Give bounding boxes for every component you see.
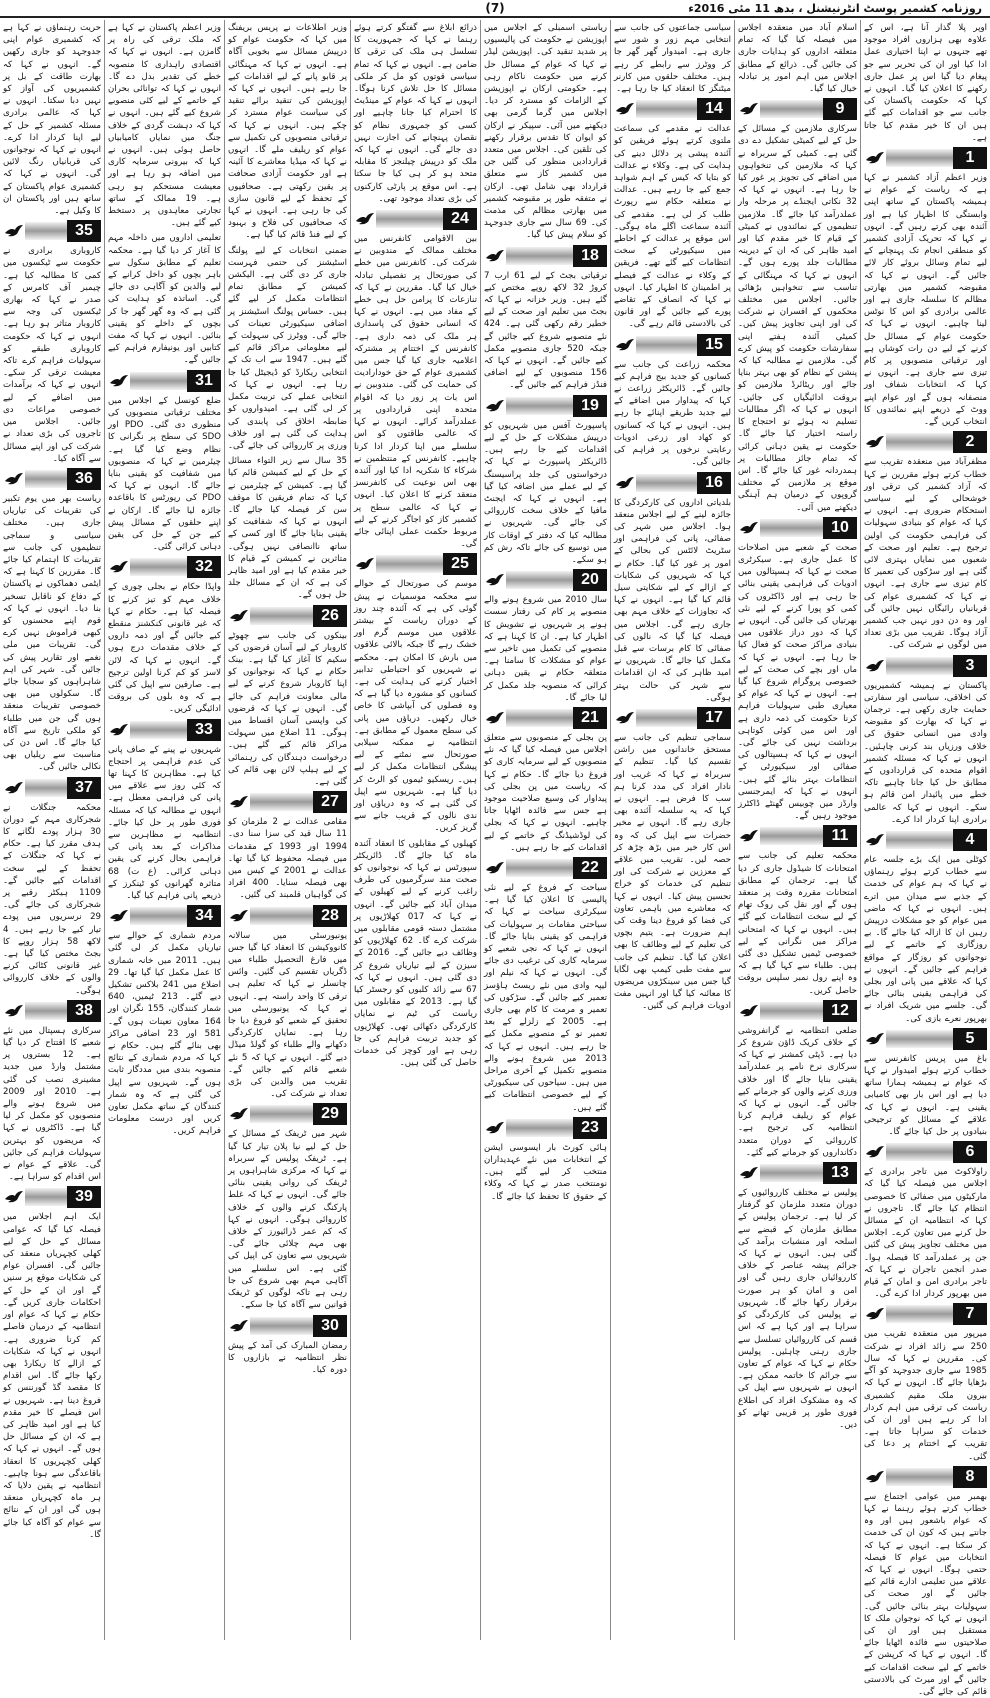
item-text: ایک اہم اجلاس میں فیصلہ کیا گیا کہ عوامی مسائل کے حل کے لیے کھلی کچہریاں منعقد کی جائیں گی۔ افسران عوام کی شکایات موقع پر سنیں گے اور ان کے حل کے احکامات جاری کریں گے۔ حکام نے کہا کہ عوام اور انتظامیہ کے درمیان فاصلے کم کرنا ضروری ہے۔ انہوں نے کہا کہ شکایات کے ازالے کا ریکارڈ بھی رکھا جائے گا۔ اس اقدام کا مقصد گڈ گورننس کو فروغ دینا ہے۔ شہریوں نے اس فیصلے کا خیر مقدم کیا ہے اور امید ظاہر کی ہے کہ ان کے مسائل حل ہوں گے۔ انہوں نے کہا کہ کھلی کچہریوں کا انعقاد باقاعدگی سے ہونا چاہیے۔ انتظامیہ نے یقین دلایا کہ ہر ماہ کچہریاں منعقد ہوں گی اور ان کے نتائج سے عوام کو آگاہ کیا جائے گا۔ xyxy=(3,1212,101,1540)
item-number: 34 xyxy=(187,905,221,927)
item-number: 38 xyxy=(67,1000,101,1022)
news-item xyxy=(614,334,731,469)
item-number: 27 xyxy=(313,791,347,813)
dove-icon xyxy=(108,556,130,578)
gradient-bar xyxy=(886,1468,953,1486)
item-text: سیاسی جماعتوں کی جانب سے انتخابی مہم زور و شور سے جاری ہے۔ امیدوار گھر گھر جا کر ووٹرز سے رابطے کر رہے ہیں۔ مختلف حلقوں میں کارنر میٹنگز کا انعقاد کیا جا رہا ہے۔ xyxy=(614,23,731,95)
item-text: شہریوں نے پینے کے صاف پانی کی عدم فراہمی پر احتجاج کیا ہے۔ مظاہرین کا کہنا تھا کہ کئی روز سے علاقے میں پانی کی فراہمی معطل ہے۔ انہوں نے مطالبہ کیا کہ مسئلہ فوری طور پر حل کیا جائے۔ انتظامیہ نے مظاہرین سے مذاکرات کے بعد پانی کی فراہمی بحال کرنے کی یقین دہانی کرائی۔ (ع ت) 68 متاثرہ گھرانوں کو ٹینکرز کے ذریعے پانی فراہم کیا گیا۔ xyxy=(108,744,221,901)
news-item xyxy=(864,22,987,144)
dove-icon xyxy=(484,245,506,267)
item-heading-bar xyxy=(484,395,607,417)
gradient-bar xyxy=(130,558,187,576)
gradient-bar xyxy=(250,793,313,811)
dove-icon xyxy=(108,905,130,927)
dove-icon xyxy=(484,1117,506,1139)
news-item xyxy=(738,1162,857,1431)
item-text: پاسپورٹ آفس میں شہریوں کو درپیش مشکلات کے حل کے لیے اقدامات کیے جا رہے ہیں۔ ڈائریکٹر پاسپورٹ نے کہا کہ درخواستوں کی جلد پراسیسنگ کے لیے عملے میں اضافہ کیا گیا ہے۔ انہوں نے کہا کہ ایجنٹ مافیا کے خلاف سخت کارروائی کی جائے گی۔ شہریوں نے مطالبہ کیا کہ دفتر کے اوقات کار میں توسیع کی جائے تاکہ رش کم ہو سکے۔ xyxy=(484,420,607,565)
item-text: یونیورسٹی میں سالانہ کانووکیشن کا انعقاد کیا گیا جس میں فارغ التحصیل طلباء میں ڈگریاں تقسیم کی گئیں۔ وائس چانسلر نے کہا کہ تعلیم ہی ترقی کا واحد راستہ ہے۔ انہوں نے کہا کہ یونیورسٹی میں تحقیق کے شعبے کو فروغ دیا جا رہا ہے۔ نمایاں کارکردگی دکھانے والے طلباء کو گولڈ میڈل دیے گئے۔ انہوں نے کہا کہ 5 نئے شعبے قائم کیے جائیں گے۔ تقریب میں والدین کی بڑی تعداد نے شرکت کی۔ xyxy=(228,930,347,1100)
news-item xyxy=(864,1303,987,1462)
dove-icon xyxy=(864,1141,886,1163)
gradient-bar xyxy=(25,470,67,488)
item-heading-bar xyxy=(864,431,987,453)
news-item xyxy=(228,905,347,1101)
item-number: 39 xyxy=(67,1186,101,1208)
item-number: 2 xyxy=(953,431,987,453)
gradient-bar xyxy=(250,1105,313,1123)
news-column xyxy=(610,20,734,1640)
item-text: ضمنی انتخابات کے لیے پولنگ اسٹیشنز کی حتمی فہرست جاری کر دی گئی ہے۔ الیکشن کمیشن کے مطابق تمام انتظامات مکمل کر لیے گئے ہیں۔ حساس پولنگ اسٹیشنز پر اضافی سیکیورٹی تعینات کی جائے گی۔ ووٹرز کی سہولت کے لیے معلوماتی مراکز قائم کیے گئے ہیں۔ 1947 سے اب تک کے انتخابی ریکارڈ کو ڈیجیٹل کیا جا رہا ہے۔ انہوں نے کہا کہ انتخابی عملے کی تربیت مکمل کر لی گئی ہے۔ امیدواروں کو ضابطہ اخلاق کی پابندی کی ہدایت کی گئی ہے اور خلاف ورزی پر کارروائی کی جائے گی۔ xyxy=(228,245,347,451)
item-number: 35 xyxy=(67,220,101,242)
item-text: صحت کے شعبے میں اصلاحات کا عمل جاری ہے۔ سیکرٹری صحت نے کہا کہ ہسپتالوں میں ادویات کی فراہمی یقینی بنائی جا رہی ہے اور ڈاکٹروں کی کمی کو پورا کرنے کے لیے نئی بھرتیاں کی جائیں گی۔ انہوں نے کہا کہ دور دراز علاقوں میں بنیادی مراکز صحت کو فعال کیا جا رہا ہے۔ انہوں نے کہا کہ ماں اور بچے کی صحت کے لیے خصوصی پروگرام شروع کیا گیا ہے۔ انہوں نے کہا کہ عوام کو معیاری طبی سہولیات فراہم کرنا حکومت کی ذمہ داری ہے اور اس میں کوئی کوتاہی برداشت نہیں کی جائے گی۔ انہوں نے کہا کہ ہسپتالوں کی صفائی اور سیکیورٹی کے انتظامات بہتر بنائے گئے ہیں۔ انہوں نے کہا کہ ایمرجنسی وارڈز میں چوبیس گھنٹے ڈاکٹرز موجود رہیں گے۔ xyxy=(738,542,857,822)
gradient-bar xyxy=(130,721,187,739)
item-heading-bar xyxy=(614,98,731,120)
gradient-bar xyxy=(636,474,697,492)
news-columns xyxy=(0,20,990,1697)
dove-icon xyxy=(738,1162,760,1184)
gradient-bar xyxy=(506,571,573,589)
item-heading-bar xyxy=(738,98,857,120)
item-text: محکمہ تعلیم کی جانب سے امتحانات کا شیڈول جاری کر دیا گیا ہے۔ ترجمان کے مطابق امتحانات مقررہ وقت پر منعقد ہوں گے اور نقل کی روک تھام کے لیے سخت انتظامات کیے گئے ہیں۔ انہوں نے کہا کہ امتحانی مراکز میں نگرانی کے لیے خصوصی ٹیمیں تشکیل دی گئی ہیں۔ طلباء سے کہا گیا ہے کہ وہ اپنے رول نمبر سلپس بروقت حاصل کریں۔ xyxy=(738,851,857,996)
item-heading-bar xyxy=(3,1186,101,1208)
item-text: کاروباری برادری نے حکومت سے ٹیکسوں میں کمی کا مطالبہ کیا ہے۔ چیمبر آف کامرس کے صدر نے کہا کہ بھاری ٹیکسوں کی وجہ سے کاروبار متاثر ہو رہا ہے۔ انہوں نے کہا کہ حکومت کاروباری طبقے کو سہولیات فراہم کرے تاکہ معیشت ترقی کر سکے۔ انہوں نے کہا کہ برآمدات میں اضافے کے لیے خصوصی مراعات دی جائیں۔ اجلاس میں تاجروں کی بڑی تعداد نے شرکت کی اور اپنے مسائل سے آگاہ کیا۔ xyxy=(3,246,101,464)
item-text: ریاستی اسمبلی کے اجلاس میں اپوزیشن نے حکومت کی پالیسیوں پر شدید تنقید کی۔ اپوزیشن لیڈر نے کہا کہ عوام کے مسائل حل کرنے میں حکومت ناکام رہی ہے۔ حکومتی ارکان نے اپوزیشن کے الزامات کو مسترد کر دیا۔ اجلاس میں گرما گرمی بھی دیکھنے میں آئی۔ سپیکر نے ارکان کو ایوان کا تقدس برقرار رکھنے کی تلقین کی۔ اجلاس میں متعدد قراردادیں منظور کی گئیں جن میں کشمیر کاز سے متعلق قرارداد بھی شامل تھی۔ ارکان نے متفقہ طور پر مقبوضہ کشمیر میں بھارتی مظالم کی مذمت کی۔ 69 سال سے جاری جدوجہد کو سلام پیش کیا گیا۔ xyxy=(484,23,607,241)
item-text: واپڈا حکام نے بجلی چوری کے خلاف مہم کو تیز کرنے کا فیصلہ کیا ہے۔ حکام نے کہا کہ غیر قانونی کنکشنز منقطع کیے جائیں گے اور ذمہ داروں کے خلاف مقدمات درج ہوں گے۔ انہوں نے کہا کہ لائن لاسز کو کم کرنا اولین ترجیح ہے۔ صارفین سے اپیل کی گئی ہے کہ وہ بلوں کی بروقت ادائیگی کریں۔ xyxy=(108,582,221,715)
item-heading-bar xyxy=(864,1141,987,1163)
item-number: 21 xyxy=(573,707,607,729)
item-text: ریاست بھر میں یوم تکبیر کی تقریبات کی تیاریاں جاری ہیں۔ مختلف سیاسی و سماجی تنظیموں کی جانب سے تقریبات کا اہتمام کیا جائے گا۔ مقررین کا کہنا ہے کہ ایٹمی دھماکوں نے پاکستان کے دفاع کو ناقابل تسخیر بنا دیا۔ انہوں نے کہا کہ قوم اپنے محسنوں کو کبھی فراموش نہیں کرے گی۔ تقریبات میں ملی نغمے اور تقاریر پیش کی جائیں گی۔ شہر کی اہم شاہراہوں کو سجایا جائے گا۔ سکولوں میں بھی خصوصی تقریبات منعقد ہوں گی جن میں طلباء کو ملکی تاریخ سے آگاہ کیا جائے گا۔ اس دن کی مناسبت سے ریلیاں بھی نکالی جائیں گی۔ xyxy=(3,493,101,773)
dove-icon xyxy=(3,468,25,490)
item-heading-bar xyxy=(738,1162,857,1184)
news-item xyxy=(484,1117,607,1203)
item-number: 30 xyxy=(313,1315,347,1337)
dove-icon xyxy=(228,1315,250,1337)
gradient-bar xyxy=(886,831,953,849)
item-text: سرکاری ملازمین کے مسائل کے حل کے لیے کمیٹی تشکیل دے دی گئی ہے۔ کمیٹی کے سربراہ نے کہا کہ ملازمین کی تنخواہوں میں اضافے کی تجویز پر غور کیا جا رہا ہے۔ انہوں نے کہا کہ 32 نکاتی ایجنڈے پر مرحلہ وار عملدرآمد کیا جائے گا۔ ملازمین تنظیموں کے نمائندوں نے کمیٹی کے قیام کا خیر مقدم کیا اور امید ظاہر کی کہ ان کے دیرینہ مطالبات جلد پورے ہوں گے۔ انہوں نے کہا کہ مہنگائی کے تناسب سے تنخواہیں بڑھائی جائیں۔ اجلاس میں مختلف محکموں کے افسران نے شرکت کی اور اپنی تجاویز پیش کیں۔ کمیٹی آئندہ ہفتے اپنی سفارشات حکومت کو پیش کرے گی۔ ملازمین نے مطالبہ کیا کہ پنشن کے نظام کو بھی بہتر بنایا جائے اور ریٹائرڈ ملازمین کو بروقت ادائیگیاں کی جائیں۔ انہوں نے کہا کہ اگر مطالبات تسلیم نہ ہوئے تو احتجاج کا راستہ اختیار کیا جائے گا۔ حکومت نے یقین دہانی کرائی کہ تمام جائز مطالبات پر ہمدردانہ غور کیا جائے گا۔ اس موقع پر ملازمین کے مختلف گروپوں کے درمیان ہم آہنگی دیکھنے میں آئی۔ xyxy=(738,124,857,513)
news-column xyxy=(480,20,610,1640)
gradient-bar xyxy=(506,397,573,415)
news-item xyxy=(108,370,221,554)
dove-icon xyxy=(228,605,250,627)
item-heading-bar xyxy=(738,1000,857,1022)
dove-icon xyxy=(864,1303,886,1325)
item-text: کھیلوں کے مقابلوں کا انعقاد آئندہ ماہ کیا جائے گا۔ ڈائریکٹر سپورٹس نے کہا کہ نوجوانوں کو صحت مند سرگرمیوں کی طرف راغب کرنے کے لیے کھیلوں کے میدان آباد کیے جائیں گے۔ انہوں نے کہا کہ 017 کھلاڑیوں پر مشتمل دستہ قومی مقابلوں میں شرکت کرے گا۔ 62 کھلاڑیوں کو وظائف دیے جائیں گے۔ 2016 کے سیزن کے لیے تیاریاں شروع کر دی گئی ہیں۔ انہوں نے کہا کہ 67 سے زائد کلبوں کو رجسٹر کیا گیا ہے۔ 2013 کے مقابلوں میں ریاست کی ٹیم نے نمایاں کارکردگی دکھائی تھی۔ کھلاڑیوں کو جدید تربیت فراہم کی جا رہی ہے اور کوچز کی خدمات حاصل کی گئی ہیں۔ xyxy=(354,838,478,1069)
news-item xyxy=(864,1028,987,1138)
item-heading-bar xyxy=(108,370,221,392)
item-number: 19 xyxy=(573,395,607,417)
news-item xyxy=(738,825,857,996)
dove-icon xyxy=(228,791,250,813)
gradient-bar xyxy=(760,827,823,845)
dove-icon xyxy=(864,431,886,453)
dove-icon xyxy=(738,517,760,539)
news-column xyxy=(734,20,860,1640)
item-heading-bar xyxy=(864,829,987,851)
item-number: 9 xyxy=(823,98,857,120)
news-item xyxy=(738,22,857,95)
news-item xyxy=(864,1141,987,1300)
news-column xyxy=(104,20,224,1640)
gradient-bar xyxy=(506,247,573,265)
item-text: ذرائع ابلاغ سے گفتگو کرتے ہوئے رہنما نے کہا کہ جمہوریت کا تسلسل ہی ملک کی ترقی کا ضامن ہے۔ انہوں نے کہا کہ تمام سیاسی قوتوں کو مل کر ملکی مسائل کا حل تلاش کرنا ہوگا۔ انہوں نے کہا کہ عوام کے مینڈیٹ کا احترام کیا جانا چاہیے اور کسی کو جمہوری نظام کو نقصان پہنچانے کی اجازت نہیں دی جائے گی۔ انہوں نے کہا کہ ملک کو درپیش چیلنجز کا مقابلہ متحد ہو کر ہی کیا جا سکتا ہے۔ اس موقع پر پارٹی کارکنوں کی بڑی تعداد موجود تھی۔ xyxy=(354,23,477,204)
item-text: بینکوں کی جانب سے چھوٹے کاروبار کے لیے آسان قرضوں کی سکیم کا آغاز کیا گیا ہے۔ بینک حکام نے کہا کہ نوجوانوں کو اپنا کاروبار شروع کرنے کے لیے مالی معاونت فراہم کی جائے گی۔ انہوں نے کہا کہ قرضوں کی واپسی آسان اقساط میں ہوگی۔ 11 اضلاع میں سہولت مراکز قائم کیے گئے ہیں۔ درخواست دہندگان کی رہنمائی کے لیے ہیلپ لائن بھی قائم کی گئی ہے۔ xyxy=(228,630,348,787)
item-heading-bar xyxy=(108,719,221,741)
item-text: ضلع کونسل کے اجلاس میں مختلف ترقیاتی منصوبوں کی منظوری دی گئی۔ PDO اور SDO کی سطح پر نگرانی کا نظام وضع کیا گیا ہے۔ چیئرمین نے کہا کہ منصوبوں میں شفافیت کو یقینی بنایا جائے گا۔ انہوں نے کہا کہ PDO کی رپورٹس کا باقاعدہ جائزہ لیا جائے گا۔ ارکان نے اپنے حلقوں کے مسائل پیش کیے جن کے حل کی یقین دہانی کرائی گئی۔ xyxy=(108,395,221,553)
item-number: 31 xyxy=(187,370,221,392)
item-text: پاکستان نے ہمیشہ کشمیریوں کی اخلاقی، سیاسی اور سفارتی حمایت جاری رکھی ہے۔ ترجمان نے کہا کہ بھارت کو مقبوضہ وادی میں انسانی حقوق کی خلاف ورزیاں بند کرنی چاہئیں۔ انہوں نے کہا کہ مسئلہ کشمیر اقوام متحدہ کی قراردادوں کے مطابق حل کیا جانا چاہیے تاکہ خطے میں پائیدار امن قائم ہو سکے۔ انہوں نے کہا کہ عالمی برادری اپنا کردار ادا کرے۔ xyxy=(864,680,987,825)
gradient-bar xyxy=(376,210,443,228)
dove-icon xyxy=(864,147,886,169)
news-item xyxy=(3,468,101,774)
dove-icon xyxy=(614,334,636,356)
news-item xyxy=(228,605,347,789)
item-number: 29 xyxy=(313,1103,347,1125)
gradient-bar xyxy=(636,336,697,354)
gradient-bar xyxy=(760,1002,823,1020)
item-number: 16 xyxy=(697,472,731,494)
item-heading-bar xyxy=(354,553,477,575)
item-number: 5 xyxy=(953,1028,987,1050)
item-heading-bar xyxy=(228,605,347,627)
item-text: بھمبر میں عوامی اجتماع سے خطاب کرتے ہوئے رہنما نے کہا کہ عوام باشعور ہیں اور وہ جانتے ہیں کہ کون ان کی خدمت کر سکتا ہے۔ انہوں نے کہا کہ انتخابات میں عوام کا فیصلہ حتمی ہوگا۔ انہوں نے کہا کہ علاقے میں تعلیمی ادارے قائم کیے جائیں گے اور صحت کی سہولیات بہتر بنائی جائیں گی۔ انہوں نے کہا کہ نوجوان ملک کا مستقبل ہیں اور ان کی صلاحیتوں سے فائدہ اٹھایا جائے گا۔ انہوں نے کہا کہ کرپشن کے خاتمے کے لیے سخت اقدامات کیے جائیں گے اور میرٹ کی بالادستی قائم کی جائے گی۔ xyxy=(864,1491,987,1697)
item-text: سیاحت کے فروغ کے لیے نئی پالیسی کا اعلان کیا گیا ہے۔ سیکرٹری سیاحت نے کہا کہ سیاحتی مقامات پر سہولیات کی فراہمی کو یقینی بنایا جائے گا۔ انہوں نے کہا کہ نجی شعبے کو سرمایہ کاری کی ترغیب دی جائے گی۔ انہوں نے کہا کہ نیلم اور لیپہ وادی میں نئے ریسٹ ہاؤسز تعمیر کیے جائیں گے۔ سڑکوں کی تعمیر و مرمت کا کام بھی جاری ہے۔ 2005 کے زلزلے کے بعد تعمیر نو کے منصوبے مکمل کیے جا رہے ہیں۔ انہوں نے کہا کہ 2013 میں شروع ہونے والے منصوبے تکمیل کے آخری مراحل میں ہیں۔ سیاحوں کی سیکیورٹی کے لیے خصوصی انتظامات کیے گئے ہیں۔ xyxy=(484,882,607,1113)
item-heading-bar xyxy=(3,220,101,242)
masthead: روزنامہ کشمیر پوسٹ انٹرنیشنل ، بدھ 11 مئی 2016ء xyxy=(688,1,982,15)
dove-icon xyxy=(354,553,376,575)
page-number: (7) xyxy=(485,1,505,15)
news-item xyxy=(108,556,221,715)
item-heading-bar xyxy=(864,1466,987,1488)
news-item xyxy=(484,22,607,242)
item-number: 25 xyxy=(443,553,477,575)
dove-icon xyxy=(228,905,250,927)
item-number: 28 xyxy=(313,905,347,927)
item-text: وزیر اعظم پاکستان نے کہا ہے کہ ملک ترقی کی راہ پر گامزن ہے۔ انہوں نے کہا کہ اقتصادی راہداری کا منصوبہ خطے کی تقدیر بدل دے گا۔ انہوں نے کہا کہ توانائی بحران کے خاتمے کے لیے کئی منصوبے شروع کیے گئے ہیں۔ انہوں نے کہا کہ دہشت گردی کے خلاف جنگ میں نمایاں کامیابیاں حاصل ہوئی ہیں۔ انہوں نے کہا کہ بیرونی سرمایہ کاری میں اضافہ ہو رہا ہے اور معیشت مستحکم ہو رہی ہے۔ 19 ممالک کے ساتھ تجارتی معاہدوں پر دستخط کیے گئے ہیں۔ xyxy=(108,23,221,229)
news-item xyxy=(738,98,857,514)
news-item xyxy=(614,472,731,704)
gradient-bar xyxy=(25,222,67,240)
item-text: ترقیاتی بجٹ کے لیے 61 ارب 7 کروڑ 32 لاکھ روپے مختص کیے گئے ہیں۔ وزیر خزانہ نے کہا کہ بجٹ میں تعلیم اور صحت کے لیے خطیر رقم رکھی گئی ہے۔ 424 نئے منصوبے شروع کیے جائیں گے جبکہ 520 جاری منصوبے مکمل کیے جائیں گے۔ انہوں نے کہا کہ 156 منصوبوں کے لیے اضافی فنڈز فراہم کیے جائیں گے۔ xyxy=(484,270,608,391)
item-text: مظفرآباد میں منعقدہ تقریب سے خطاب کرتے ہوئے مقررین نے کہا کہ آزاد کشمیر کی ترقی اور خوشحالی کے لیے سیاسی استحکام ضروری ہے۔ انہوں نے کہا کہ عوام کو بنیادی سہولیات کی فراہمی حکومت کی اولین ترجیح ہے۔ تعلیم اور صحت کے شعبوں میں نمایاں بہتری لائی گئی ہے اور سڑکوں کی تعمیر کا کام تیزی سے جاری ہے۔ انہوں نے کہا کہ کشمیری عوام کی قربانیاں رائیگاں نہیں جائیں گی اور وہ دن دور نہیں جب کشمیر آزاد ہوگا۔ تقریب میں بڑی تعداد میں لوگوں نے شرکت کی۔ xyxy=(864,457,987,651)
news-item xyxy=(864,829,987,1025)
dove-icon xyxy=(864,1028,886,1050)
dove-icon xyxy=(738,825,760,847)
news-item xyxy=(3,1000,101,1184)
dove-icon xyxy=(484,857,506,879)
item-number: 7 xyxy=(953,1303,987,1325)
news-item xyxy=(738,517,857,823)
gradient-bar xyxy=(886,1305,953,1323)
item-number: 13 xyxy=(823,1162,857,1184)
news-item xyxy=(614,22,731,95)
item-number: 37 xyxy=(67,777,101,799)
news-item xyxy=(108,232,221,366)
item-heading-bar xyxy=(738,825,857,847)
news-item xyxy=(108,905,221,1137)
item-text: مقامی عدالت نے 2 ملزمان کو 11 سال قید کی سزا سنا دی۔ 1994 اور 1993 کے مقدمات میں فیصلہ محفوظ کیا گیا تھا۔ عدالت نے 2001 کے کیس میں بھی فیصلہ سنایا۔ 400 افراد کی گواہیاں قلمبند کی گئیں۔ xyxy=(228,817,348,901)
news-item xyxy=(108,22,221,229)
item-heading-bar xyxy=(614,472,731,494)
item-text: ہائی کورٹ بار ایسوسی ایشن کے انتخابات میں نئے عہدیداران منتخب کر لیے گئے ہیں۔ نومنتخب صدر نے کہا کہ وکلاء کے حقوق کا تحفظ کیا جائے گا۔ xyxy=(484,1142,607,1202)
item-text: رمضان المبارک کی آمد کے پیش نظر انتظامیہ نے بازاروں کا دورہ کیا۔ xyxy=(228,1340,347,1375)
item-number: 26 xyxy=(313,605,347,627)
item-number: 8 xyxy=(953,1466,987,1488)
dove-icon xyxy=(3,220,25,242)
dove-icon xyxy=(108,370,130,392)
item-number: 12 xyxy=(823,1000,857,1022)
item-heading-bar xyxy=(3,777,101,799)
item-heading-bar xyxy=(738,517,857,539)
item-number: 11 xyxy=(823,825,857,847)
item-heading-bar xyxy=(484,707,607,729)
dove-icon xyxy=(3,1000,25,1022)
news-item xyxy=(3,1186,101,1540)
item-text: محکمہ جنگلات نے شجرکاری مہم کے دوران 30 ہزار پودے لگانے کا ہدف مقرر کیا ہے۔ حکام نے کہا کہ جنگلات کے تحفظ کے لیے سخت اقدامات کیے جائیں گے۔ 1109 ہیکٹر رقبے پر شجرکاری کی جائے گی۔ 29 نرسریوں میں پودے تیار کیے جا رہے ہیں۔ 4 لاکھ 58 ہزار روپے کا بجٹ مختص کیا گیا ہے۔ غیر قانونی کٹائی کرنے والوں کے خلاف کارروائی ہوگی۔ xyxy=(3,802,102,996)
dove-icon xyxy=(484,395,506,417)
dove-icon xyxy=(614,98,636,120)
item-number: 14 xyxy=(697,98,731,120)
news-item xyxy=(484,245,607,392)
dove-icon xyxy=(354,208,376,230)
news-item xyxy=(3,777,101,997)
gradient-bar xyxy=(250,1317,313,1335)
item-text: سماجی تنظیم کی جانب سے مستحق خاندانوں میں راشن تقسیم کیا گیا۔ تنظیم کے سربراہ نے کہا کہ غریب اور نادار افراد کی مدد کرنا ہم سب کا فرض ہے۔ انہوں نے کہا کہ یہ سلسلہ آئندہ بھی جاری رہے گا۔ انہوں نے مخیر حضرات سے اپیل کی کہ وہ اس کار خیر میں بڑھ چڑھ کر حصہ لیں۔ تقریب میں علاقے کے معززین نے شرکت کی اور تنظیم کی خدمات کو خراج تحسین پیش کیا۔ انہوں نے کہا کہ معاشرے میں باہمی تعاون کی فضا کو فروغ دینا وقت کی اہم ضرورت ہے۔ یتیم بچوں کی تعلیم کے لیے وظائف کا بھی اعلان کیا گیا۔ تنظیم کی جانب سے مفت طبی کیمپ بھی لگایا گیا جس میں سینکڑوں مریضوں کا معائنہ کیا گیا اور انہیں مفت ادویات فراہم کی گئیں۔ xyxy=(614,732,731,1012)
item-heading-bar xyxy=(864,655,987,677)
item-number: 4 xyxy=(953,829,987,851)
news-column xyxy=(224,20,350,1640)
item-heading-bar xyxy=(614,707,731,729)
item-text: راولاکوٹ میں تاجر برادری کے اجلاس میں فیصلہ کیا گیا کہ مارکیٹوں میں صفائی کا خصوصی انتظام کیا جائے گا۔ تاجروں نے کہا کہ انتظامیہ ان کے مسائل حل کرنے میں تعاون کرے۔ اجلاس میں مختلف تجاویز پیش کی گئیں جن پر عملدرآمد کا فیصلہ ہوا۔ صدر انجمن تاجران نے کہا کہ تاجر برادری امن و امان کے قیام میں بھرپور کردار ادا کرے گی۔ xyxy=(864,1167,987,1300)
item-heading-bar xyxy=(864,1303,987,1325)
item-heading-bar xyxy=(108,556,221,578)
item-heading-bar xyxy=(228,1103,347,1125)
item-heading-bar xyxy=(228,791,347,813)
item-heading-bar xyxy=(3,468,101,490)
gradient-bar xyxy=(886,1143,953,1161)
news-column xyxy=(350,20,480,1640)
gradient-bar xyxy=(886,657,953,675)
item-number: 23 xyxy=(573,1117,607,1139)
gradient-bar xyxy=(636,100,697,118)
item-text: سال 2010 میں شروع ہونے والے منصوبے پر کام کی رفتار سست ہونے پر شہریوں نے تشویش کا اظہار کیا ہے۔ ان کا کہنا ہے کہ منصوبے کی تکمیل میں تاخیر سے عوام کو مشکلات کا سامنا ہے۔ متعلقہ حکام نے یقین دہانی کرائی کہ منصوبہ جلد مکمل کر لیا جائے گا۔ xyxy=(484,595,608,703)
news-item xyxy=(108,719,221,903)
news-item xyxy=(228,1315,347,1377)
dove-icon xyxy=(614,472,636,494)
news-item xyxy=(864,147,987,428)
item-text: مردم شماری کے حوالے سے تیاریاں مکمل کر لی گئی ہیں۔ 2011 میں خانہ شماری کا عمل مکمل کیا گیا تھا۔ 29 اضلاع میں 241 بلاکس تشکیل دیے گئے۔ 213 ٹیمیں، 640 شمار کنندگان، 155 نگران اور 164 معاون تعینات ہوں گے۔ 581 اور 23 اضافی مراکز بھی بنائے گئے ہیں۔ حکام نے کہا کہ مردم شماری کے نتائج منصوبہ بندی میں مددگار ثابت ہوں گے۔ شہریوں سے اپیل کی گئی ہے کہ وہ شمار کنندگان کے ساتھ مکمل تعاون کریں اور درست معلومات فراہم کریں۔ xyxy=(108,931,222,1137)
item-heading-bar xyxy=(3,1000,101,1022)
item-text: اسلام آباد میں منعقدہ اجلاس میں فیصلہ کیا گیا کہ تمام متعلقہ اداروں کو ہدایات جاری کی جائیں گی۔ ذرائع کے مطابق اجلاس میں اہم امور پر تبادلہ خیال کیا گیا۔ xyxy=(738,23,857,95)
item-text: پن بجلی کے منصوبوں سے متعلق اجلاس میں فیصلہ کیا گیا کہ نئے منصوبوں کے لیے سرمایہ کاری کو فروغ دیا جائے گا۔ حکام نے کہا کہ ریاست میں پن بجلی کی پیداوار کی وسیع صلاحیت موجود ہے جس سے فائدہ اٹھایا جانا چاہیے۔ انہوں نے کہا کہ بجلی کی لوڈشیڈنگ کے خاتمے کے لیے اقدامات کیے جا رہے ہیں۔ xyxy=(484,732,607,853)
item-heading-bar xyxy=(484,1117,607,1139)
gradient-bar xyxy=(886,433,953,451)
gradient-bar xyxy=(130,907,187,925)
gradient-bar xyxy=(130,372,187,390)
item-heading-bar xyxy=(614,334,731,356)
gradient-bar xyxy=(636,709,697,727)
gradient-bar xyxy=(886,1030,953,1048)
dove-icon xyxy=(614,707,636,729)
news-item xyxy=(738,1000,857,1159)
news-item xyxy=(3,220,101,465)
dove-icon xyxy=(864,655,886,677)
item-text: سرکاری ہسپتال میں نئے شعبے کا افتتاح کر دیا گیا ہے۔ 12 بستروں پر مشتمل وارڈ میں جدید مشینری نصب کی گئی ہے۔ 2010 اور 2009 میں شروع ہونے والے منصوبوں کو مکمل کر لیا گیا ہے۔ ڈاکٹروں نے کہا کہ مریضوں کو بہترین سہولیات فراہم کی جائیں گی۔ علاقے کے عوام نے اس اقدام کو سراہا ہے۔ xyxy=(3,1025,102,1183)
dove-icon xyxy=(864,829,886,851)
item-number: 32 xyxy=(187,556,221,578)
item-text: وزیر اعظم آزاد کشمیر نے کہا ہے کہ ریاست کے عوام نے ہمیشہ پاکستان کے ساتھ اپنی وابستگی کا اظہار کیا ہے اور آئندہ بھی کرتے رہیں گے۔ انہوں نے کہا کہ تحریک آزادی کشمیر کو منطقی انجام تک پہنچانے کے لیے تمام وسائل بروئے کار لائے جائیں گے۔ انہوں نے کہا کہ مقبوضہ کشمیر میں بھارتی مظالم کا سلسلہ جاری ہے اور عالمی برادری کو اس کا نوٹس لینا چاہیے۔ انہوں نے کہا کہ حکومت عوام کے مسائل حل کرنے کے لیے دن رات کوشاں ہے اور ترقیاتی منصوبوں پر کام تیزی سے جاری ہے۔ انہوں نے کہا کہ انتخابات شفاف اور منصفانہ ہوں گے اور عوام اپنے ووٹ کے ذریعے اپنے نمائندوں کا انتخاب کریں گے۔ xyxy=(864,173,987,428)
dove-icon xyxy=(108,719,130,741)
item-number: 17 xyxy=(697,707,731,729)
item-number: 15 xyxy=(697,334,731,356)
gradient-bar xyxy=(250,607,313,625)
dove-icon xyxy=(484,707,506,729)
gradient-bar xyxy=(25,1188,67,1206)
item-heading-bar xyxy=(864,147,987,169)
news-item xyxy=(3,22,101,217)
item-number: 36 xyxy=(67,468,101,490)
item-number: 1 xyxy=(953,147,987,169)
item-number: 24 xyxy=(443,208,477,230)
dove-icon xyxy=(864,1466,886,1488)
item-number: 33 xyxy=(187,719,221,741)
news-item xyxy=(354,22,477,205)
news-item xyxy=(484,395,607,566)
news-item xyxy=(484,569,607,704)
item-text: شہر میں ٹریفک کے مسائل کے حل کے لیے نیا پلان تیار کیا گیا ہے۔ ٹریفک پولیس کے سربراہ نے کہا کہ مرکزی شاہراہوں پر ٹریفک کی روانی یقینی بنائی جائے گی۔ انہوں نے کہا کہ غلط پارکنگ کرنے والوں کے خلاف کارروائی ہوگی۔ انہوں نے کہا کہ کم عمر ڈرائیورز کے خلاف بھی مہم چلائی جائے گی۔ شہریوں سے تعاون کی اپیل کی گئی ہے۔ اس سلسلے میں آگاہی مہم بھی شروع کی جا رہی ہے تاکہ لوگوں کو ٹریفک قوانین سے آگاہ کیا جا سکے۔ xyxy=(228,1129,347,1311)
item-heading-bar xyxy=(484,245,607,267)
item-text: محکمہ زراعت کی جانب سے کسانوں کو جدید بیج فراہم کیے جائیں گے۔ ڈائریکٹر زراعت نے کہا کہ پیداوار میں اضافے کے لیے جدید طریقے اپنائے جا رہے ہیں۔ انہوں نے کہا کہ کسانوں کو کھاد اور زرعی ادویات رعایتی نرخوں پر فراہم کی جائیں گی۔ xyxy=(614,359,731,468)
gradient-bar xyxy=(506,709,573,727)
news-item xyxy=(484,707,607,854)
item-text: ضلعی انتظامیہ نے گرانفروشی کے خلاف کریک ڈاؤن شروع کر دیا ہے۔ ڈپٹی کمشنر نے کہا کہ سرکاری نرخ نامے پر عملدرآمد یقینی بنایا جائے گا اور خلاف ورزی کرنے والوں کو جرمانے کیے جائیں گے۔ انہوں نے کہا کہ عوام کو ریلیف فراہم کرنا انتظامیہ کی ترجیح ہے۔ کارروائی کے دوران متعدد دکانداروں کو جرمانے کیے گئے۔ xyxy=(738,1025,857,1158)
gradient-bar xyxy=(250,907,313,925)
item-number: 3 xyxy=(953,655,987,677)
news-item xyxy=(864,1466,987,1698)
news-item xyxy=(228,245,347,452)
dove-icon xyxy=(738,1000,760,1022)
item-heading-bar xyxy=(484,857,607,879)
item-number: 20 xyxy=(573,569,607,591)
news-item xyxy=(614,98,731,330)
news-item xyxy=(228,455,347,601)
news-item xyxy=(228,791,347,901)
news-item xyxy=(614,707,731,1013)
gradient-bar xyxy=(760,1164,823,1182)
item-text: اوپر پلا گذار آنا ہے، اس کے علاوہ بھی ہزاروں افراد موجود تھے جنہوں نے اپنا اختیاری عمل ادا کیا اور ان کی تحریر سے جو پیغام دیا گیا اس پر عمل جاری رکھنے کا اعلان کیا گیا۔ انہوں نے کہا کہ حکومت پاکستان کی جانب سے جو اقدامات کیے گئے ہیں ان کا خیر مقدم کیا جاتا ہے۔ xyxy=(864,23,987,143)
dove-icon xyxy=(738,98,760,120)
page-header xyxy=(0,0,990,18)
gradient-bar xyxy=(760,519,823,537)
news-item xyxy=(354,838,477,1070)
item-heading-bar xyxy=(354,208,477,230)
news-item xyxy=(228,1103,347,1311)
item-text: بین الاقوامی کانفرنس میں مختلف ممالک کے مندوبین نے شرکت کی۔ کانفرنس میں خطے کی صورتحال پر تفصیلی تبادلہ خیال کیا گیا۔ مقررین نے کہا کہ تنازعات کا پرامن حل ہی خطے کے مفاد میں ہے۔ انہوں نے کہا کہ انسانی حقوق کی پاسداری ہر ملک کی ذمہ داری ہے۔ کانفرنس کے اختتام پر مشترکہ اعلامیہ جاری کیا گیا جس میں کشمیری عوام کے حق خودارادیت کی حمایت کی گئی۔ مندوبین نے اس بات پر زور دیا کہ اقوام متحدہ اپنی قراردادوں پر عملدرآمد کرائے۔ انہوں نے کہا کہ عالمی طاقتوں کو اس سلسلے میں اپنا کردار ادا کرنا چاہیے۔ کانفرنس کے منتظمین نے شرکاء کا شکریہ ادا کیا اور آئندہ بھی اس نوعیت کی کانفرنسز منعقد کرنے کا اعلان کیا۔ انہوں نے کہا کہ عالمی سطح پر کشمیر کاز کو اجاگر کرنے کے لیے مربوط حکمت عملی اپنائی جائے گی۔ xyxy=(354,234,477,550)
item-text: موسم کی صورتحال کے حوالے سے محکمہ موسمیات نے پیش گوئی کی ہے کہ آئندہ چند روز کے دوران ریاست کے بیشتر علاقوں میں موسم گرم اور خشک رہے گا جبکہ بالائی علاقوں میں بارش کا امکان ہے۔ محکمے نے شہریوں کو احتیاطی تدابیر اختیار کرنے کی ہدایت کی ہے۔ کسانوں کو مشورہ دیا گیا ہے کہ وہ فصلوں کی آبپاشی کا خاص خیال رکھیں۔ دریاؤں میں پانی کی سطح معمول کے مطابق ہے۔ انتظامیہ نے ممکنہ سیلابی صورتحال سے نمٹنے کے لیے پیشگی انتظامات مکمل کر لیے ہیں۔ ریسکیو ٹیموں کو الرٹ کر دیا گیا ہے۔ شہریوں سے اپیل کی گئی ہے کہ وہ دریاؤں اور ندی نالوں کے قریب جانے سے گریز کریں۔ xyxy=(354,579,477,834)
gradient-bar xyxy=(376,555,443,573)
dove-icon xyxy=(3,777,25,799)
news-item xyxy=(484,857,607,1114)
item-text: باغ میں پریس کانفرنس سے خطاب کرتے ہوئے امیدوار نے کہا کہ عوام نے ہمیشہ ہمارا ساتھ دیا ہے اور اس بار بھی کامیابی یقینی ہے۔ انہوں نے کہا کہ علاقے کے مسائل کو ترجیحی بنیادوں پر حل کیا جائے گا۔ xyxy=(864,1053,987,1138)
item-text: عدالت نے مقدمے کی سماعت ملتوی کرتے ہوئے فریقین کو آئندہ پیشی پر دلائل دینے کی ہدایت کی ہے۔ وکلاء نے عدالت کو بتایا کہ کیس کے اہم شواہد جمع کیے جا رہے ہیں۔ عدالت نے متعلقہ حکام سے رپورٹ طلب کر لی ہے۔ مقدمے کی آئندہ سماعت اگلے ماہ ہوگی۔ اس موقع پر عدالت کے احاطے میں سیکیورٹی کے سخت انتظامات کیے گئے تھے۔ فریقین کے وکلاء نے عدالت کے فیصلے پر اطمینان کا اظہار کیا۔ انہوں نے کہا کہ انصاف کے تقاضے پورے کیے جائیں گے اور قانون کی بالادستی قائم رہے گی۔ xyxy=(614,124,731,330)
item-text: 35 سال سے زیر التواء مسائل کے حل کے لیے کمیشن قائم کیا گیا ہے۔ کمیشن کے چیئرمین نے کہا کہ تمام فریقین کا موقف سن کر فیصلہ کیا جائے گا۔ انہوں نے کہا کہ شفافیت کو یقینی بنایا جائے گا اور کسی کے ساتھ ناانصافی نہیں ہوگی۔ متاثرین نے کمیشن کے قیام کا خیر مقدم کیا ہے اور امید ظاہر کی ہے کہ ان کے مسائل جلد حل ہوں گے۔ xyxy=(228,456,347,601)
gradient-bar xyxy=(506,859,573,877)
item-number: 10 xyxy=(823,517,857,539)
item-heading-bar xyxy=(108,905,221,927)
item-text: میرپور میں منعقدہ تقریب میں 250 سے زائد افراد نے شرکت کی۔ مقررین نے کہا کہ سال 1985 سے جاری جدوجہد کو آگے بڑھایا جائے گا۔ انہوں نے کہا کہ بیرون ملک مقیم کشمیری ریاست کی ترقی میں اہم کردار ادا کر رہے ہیں اور ان کی خدمات کو سراہا جاتا ہے۔ تقریب کے اختتام پر دعا کی گئی۔ xyxy=(864,1329,987,1462)
gradient-bar xyxy=(886,149,953,167)
gradient-bar xyxy=(25,779,67,797)
item-text: تعلیمی اداروں میں داخلہ مہم کا آغاز کر دیا گیا ہے۔ محکمہ تعلیم کے مطابق سکول سے باہر بچوں کو داخل کرانے کے لیے والدین کو آگاہی دی جائے گی۔ اساتذہ کو ہدایت کی گئی ہے کہ وہ گھر گھر جا کر بچوں کے داخلے کو یقینی بنائیں۔ انہوں نے کہا کہ مفت کتابیں اور یونیفارم فراہم کیے جائیں گے۔ xyxy=(108,233,221,366)
item-text: کوٹلی میں ایک بڑے جلسہ عام سے خطاب کرتے ہوئے رہنماؤں نے کہا کہ ہم عوام کی خدمت کے جذبے سے میدان میں اترے ہیں۔ انہوں نے کہا کہ ماضی میں عوام کو جو مشکلات درپیش رہیں ان کا ازالہ کیا جائے گا۔ بے روزگاری کے خاتمے کے لیے نوجوانوں کو روزگار کے مواقع فراہم کیے جائیں گے۔ انہوں نے کہا کہ علاقے میں پانی اور بجلی کی فراہمی یقینی بنائی جائے گی۔ جلسے میں شریک افراد نے بھرپور نعرے بازی کی۔ xyxy=(864,854,987,1024)
news-column xyxy=(860,20,990,1697)
item-number: 22 xyxy=(573,857,607,879)
news-column xyxy=(0,20,104,1640)
item-heading-bar xyxy=(864,1028,987,1050)
dove-icon xyxy=(484,569,506,591)
item-heading-bar xyxy=(484,569,607,591)
item-text: پولیس نے مختلف کارروائیوں کے دوران متعدد ملزمان کو گرفتار کر لیا ہے۔ ترجمان پولیس کے مطابق ملزمان کے قبضے سے اسلحہ اور منشیات برآمد کی گئی ہیں۔ انہوں نے کہا کہ جرائم پیشہ عناصر کے خلاف کارروائیاں جاری رہیں گی اور امن و امان کو ہر صورت برقرار رکھا جائے گا۔ شہریوں نے پولیس کی کارکردگی کو سراہا ہے اور کہا ہے کہ اس قسم کی کارروائیاں تسلسل سے جاری رہنی چاہئیں۔ پولیس حکام نے کہا کہ عوام کے تعاون سے جرائم کا خاتمہ ممکن ہے۔ انہوں نے شہریوں سے اپیل کی کہ وہ مشکوک افراد کی اطلاع فوری طور پر قریبی تھانے کو دیں۔ xyxy=(738,1188,857,1430)
dove-icon xyxy=(3,1186,25,1208)
gradient-bar xyxy=(25,1002,67,1020)
item-text: بلدیاتی اداروں کی کارکردگی کا جائزہ لینے کے لیے اجلاس منعقد ہوا۔ اجلاس میں شہر کی صفائی، پانی کی فراہمی اور سٹریٹ لائٹس کی بحالی کے امور پر غور کیا گیا۔ حکام نے کہا کہ شہریوں کی شکایات کے ازالے کے لیے شکایتی سیل قائم کیا گیا ہے۔ انہوں نے کہا کہ تجاوزات کے خلاف مہم بھی جاری رہے گی۔ اجلاس میں فیصلہ کیا گیا کہ نالوں کی صفائی کا کام برسات سے قبل مکمل کیا جائے گا۔ شہریوں نے امید ظاہر کی کہ ان اقدامات سے شہر کی حالت بہتر ہوگی۔ xyxy=(614,497,731,703)
item-number: 6 xyxy=(953,1141,987,1163)
item-heading-bar xyxy=(228,1315,347,1337)
item-text: حریت رہنماؤں نے کہا ہے کہ کشمیری عوام اپنی جدوجہد کو جاری رکھیں گے۔ انہوں نے کہا کہ بھارت طاقت کے بل پر کشمیریوں کی آواز کو نہیں دبا سکتا۔ انہوں نے کہا کہ عالمی برادری مسئلہ کشمیر کے حل کے لیے اپنا کردار ادا کرے۔ انہوں نے کہا کہ نوجوانوں کی قربانیاں رنگ لائیں گی۔ انہوں نے کہا کہ کشمیری عوام پاکستان کے ساتھ ہیں اور پاکستان ان کا وکیل ہے۔ xyxy=(3,23,101,217)
dove-icon xyxy=(228,1103,250,1125)
news-item xyxy=(354,208,477,550)
item-number: 18 xyxy=(573,245,607,267)
item-text: وزیر اطلاعات نے پریس بریفنگ میں کہا کہ حکومت عوام کو درپیش مسائل سے بخوبی آگاہ ہے۔ انہوں نے کہا کہ مہنگائی پر قابو پانے کے لیے اقدامات کیے جا رہے ہیں۔ انہوں نے کہا کہ اپوزیشن کی تنقید برائے تنقید کی سیاست عوام مسترد کر چکے ہیں۔ انہوں نے کہا کہ ترقیاتی منصوبوں کی تکمیل سے عوام کو ریلیف ملے گا۔ انہوں نے کہا کہ میڈیا معاشرے کا آئینہ ہے اور حکومت آزادی صحافت پر یقین رکھتی ہے۔ صحافیوں کے تحفظ کے لیے قانون سازی کی جا رہی ہے۔ انہوں نے کہا کہ صحافیوں کی فلاح و بہبود کے لیے فنڈ قائم کیا گیا ہے۔ xyxy=(228,23,347,241)
gradient-bar xyxy=(506,1119,573,1137)
gradient-bar xyxy=(760,100,823,118)
news-item xyxy=(864,655,987,826)
news-item xyxy=(228,22,347,242)
item-heading-bar xyxy=(228,905,347,927)
news-item xyxy=(864,431,987,651)
news-item xyxy=(354,553,477,834)
